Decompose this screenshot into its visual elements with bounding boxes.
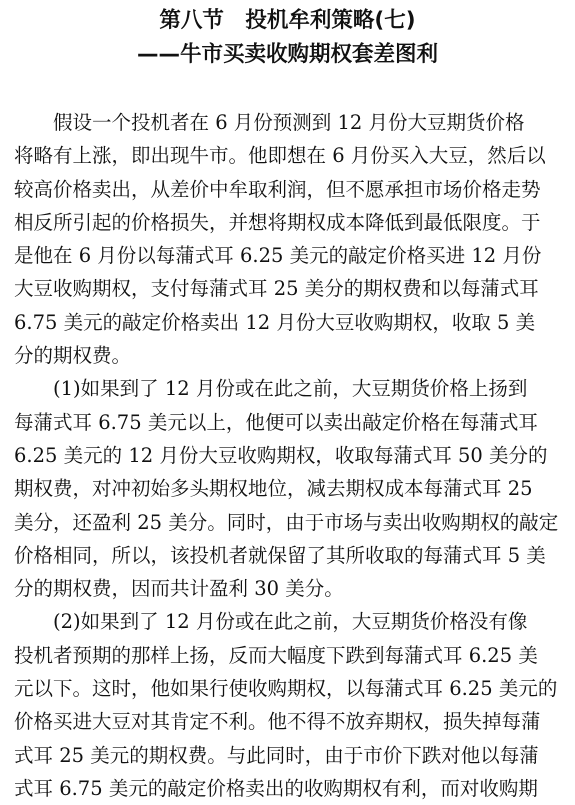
text-line: 大豆收购期权，支付每蒲式耳 25 美分的期权费和以每蒲式耳 [14,277,539,301]
text-line: 元以下。这时，他如果行使收购期权，以每蒲式耳 6.25 美元的 [14,677,558,701]
text-line: 式耳 6.75 美元的敲定价格卖出的收购期权有利，而对收购期 [14,776,538,800]
text-line: 每蒲式耳 6.75 美元以上，他便可以卖出敲定价格在每蒲式耳 [14,410,538,434]
text-line: 投机者预期的那样上扬，反而大幅度下跌到每蒲式耳 6.25 美 [14,643,538,667]
body-text [14,106,561,805]
section-title: 第八节 投机牟利策略(七) [159,8,416,33]
text-line: 期权费，对冲初始多头期权地位，减去期权成本每蒲式耳 25 [14,477,533,501]
text-line: 6.75 美元的敲定价格卖出 12 月份大豆收购期权，收取 5 美 [14,310,536,334]
text-line: 假设一个投机者在 6 月份预测到 12 月份大豆期货价格 [14,111,525,134]
text-line: 价格相同，所以，该投机者就保留了其所收取的每蒲式耳 5 美 [14,543,546,567]
section-subtitle: ——牛市买卖收购期权套差图利 [136,42,438,67]
text-line: 分的期权费，因而共计盈利 30 美分。 [14,577,344,601]
text-line: 价格买进大豆对其肯定不利。他不得不放弃期权，损失掉每蒲 [14,710,541,734]
text-line: 将略有上涨，即出现牛市。他即想在 6 月份买入大豆，然后以 [14,144,546,168]
text-line: 相反所引起的价格损失，并想将期权成本降低到最低限度。于 [14,210,541,234]
paragraph-intro [14,106,561,372]
text-line: (2)如果到了 12 月份或在此之前，大豆期货价格没有像 [14,610,528,634]
text-line: 6.25 美元的 12 月份大豆收购期权，收取每蒲式耳 50 美分的 [14,443,548,467]
text-line: (1)如果到了 12 月份或在此之前，大豆期货价格上扬到 [14,377,528,401]
paragraph-case-2 [14,605,561,805]
text-line: 较高价格卖出，从差价中牟取利润，但不愿承担市场价格走势 [14,177,541,201]
paragraph-case-1 [14,372,561,605]
text-line: 是他在 6 月份以每蒲式耳 6.25 美元的敲定价格买进 12 月份 [14,244,542,268]
text-line: 美分，还盈利 25 美分。同时，由于市场与卖出收购期权的敲定 [14,510,559,534]
text-line: 分的期权费。 [14,344,132,368]
text-line: 式耳 25 美元的期权费。与此同时，由于市价下跌对他以每蒲 [14,743,539,767]
